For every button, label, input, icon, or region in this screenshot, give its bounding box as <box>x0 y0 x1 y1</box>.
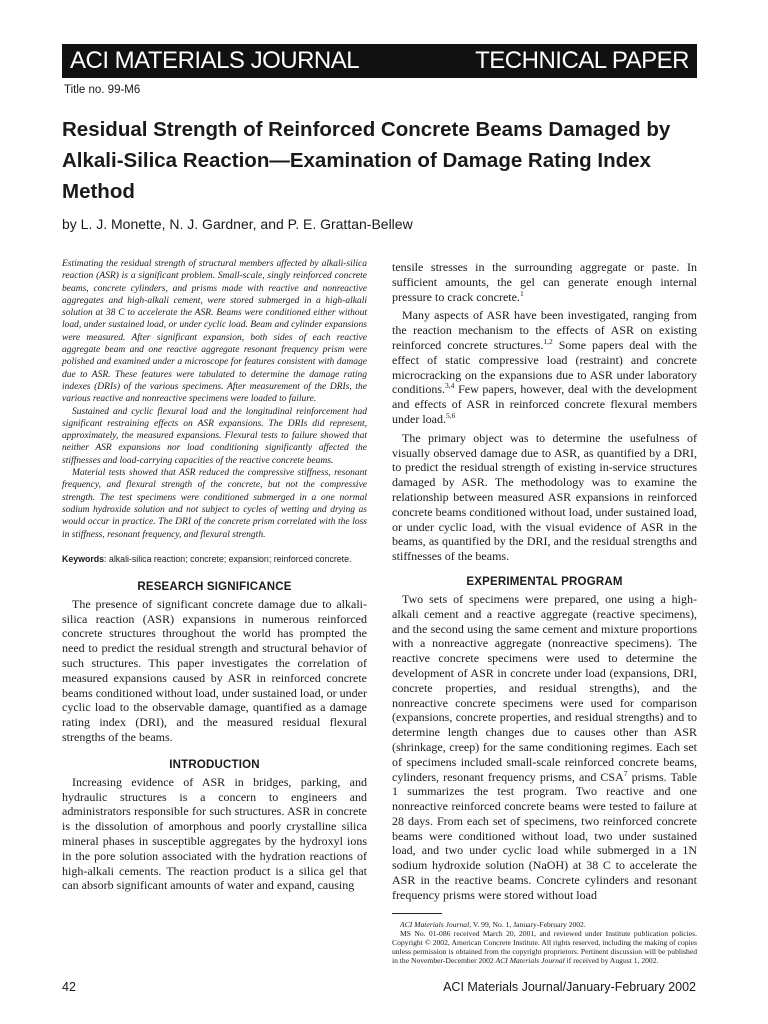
keywords <box>62 553 367 565</box>
journal-banner <box>62 44 697 78</box>
body-paragraph <box>392 308 697 426</box>
paragraph-text: Few papers, however, deal with the development and effects of ASR in reinforced concrete flexural members under load. <box>392 382 697 426</box>
reference-marker: 5,6 <box>445 410 456 420</box>
reference-marker: 7 <box>623 768 628 778</box>
journal-name: ACI MATERIALS JOURNAL <box>70 47 360 74</box>
journal-issue-footer: ACI Materials Journal/January-February 2002 <box>443 980 696 994</box>
paragraph-text: prisms. Table 1 summarizes the test program. Two reactive and one nonreactive reinforced concrete beams were tested to failure at 28 days. From each set of specimens, two reinforced concrete beams were conditioned without load, two under sustained load, and two under cyclic load while submerged in a 1N sodium hydroxide solution (NaOH) at 38 C to accelerate the ASR in the reactive beams. Concrete cylinders and resonant frequency prisms were stored without load <box>392 769 697 902</box>
body-paragraph: Increasing evidence of ASR in bridges, parking, and hydraulic structures is a concern to engineers and administrators responsible for such structures. ASR in concrete is the dissolution of amorphous and poorly crystalline silica mineral phases in susceptible aggregates by the hydroxyl ions in the pore solution associated with the hydration reactions of high-alkali cements. The reaction product is a silica gel that can absorb significant amounts of water and expand, causing <box>62 774 367 893</box>
keywords-label: Keywords <box>62 553 105 564</box>
section-heading: RESEARCH SIGNIFICANCE <box>137 580 292 593</box>
abstract <box>62 258 367 541</box>
section-heading: EXPERIMENTAL PROGRAM <box>466 575 623 588</box>
reference-marker: 1,2 <box>543 336 553 346</box>
keywords-text: : alkali-silica reaction; concrete; expansion; reinforced concrete. <box>104 553 352 564</box>
introduction-continued <box>392 260 697 564</box>
body-paragraph: The presence of significant concrete damage due to alkali-silica reaction (ASR) expansions in numerous reinforced concrete structures throughout the world has prompted the need to predict the residual strength and structural behavior of such structures. This paper investigates the correlation of measured expansions caused by ASR in reinforced concrete beams conditioned without load, under sustained load, or under cyclic load to the observable damage, quantified as a damage rating index (DRI), and the measured residual flexural strengths of the beams. <box>62 596 367 744</box>
footnote-journal <box>392 920 697 929</box>
paragraph-text: tensile stresses in the surrounding aggregate or paste. In sufficient amounts, the gel can generate enough internal pressure to crack concrete. <box>392 260 697 304</box>
footnote-text: , V. 99, No. 1, January-February 2002. <box>469 919 586 929</box>
abstract-paragraph: Sustained and cyclic flexural load and the longitudinal reinforcement had significant restraining effects on ASR expansions. The DRIs did represent, approximately, the measured expansions. Flexural tests to failure showed that neither ASR expansions nor load conditioning significantly affected the stiffnesses and load-carrying capacities of the reactive concrete beams. <box>62 406 367 466</box>
footnote-divider <box>392 913 442 914</box>
journal-italic: ACI Materials Journal <box>400 919 470 929</box>
abstract-paragraph: Material tests showed that ASR reduced the compressive stiffness, resonant frequency, and flexural strength of the concrete, but not the compressive strength. The test specimens were conditioned submerged in a one normal sodium hydroxide solution and not subject to cycles of wetting and drying as would occur in practice. The DRI of the concrete prism correlated with the loss in stiffness, resonant frequency, and flexural strength. <box>62 468 367 540</box>
footnote-copyright <box>392 929 697 966</box>
journal-italic: ACI Materials Journal <box>495 956 565 966</box>
section-heading: INTRODUCTION <box>169 758 260 771</box>
research-significance-section <box>62 581 367 745</box>
paragraph-text: Two sets of specimens were prepared, one using a high-alkali cement and a reactive aggregate (reactive specimens), and the second using the same cement and mixture proportions with a nonreactive aggregate (nonreactive specimens). The reactive concrete specimens were used to determine the development of ASR in concrete under load (expansions, DRI, concrete properties, and residual strengths), and the nonreactive concrete specimens were used for comparison (expansions, concrete properties, and residual strengths) and to determine length changes due to causes other than ASR (shrinkage, creep) for the same conditioning regimes. Each set of specimens included small-scale reinforced concrete beams, cylinders, resonant frequency prisms, and CSA <box>392 591 697 784</box>
left-column <box>62 258 367 893</box>
reference-marker: 1 <box>519 288 524 298</box>
paragraph-text: Some papers deal with the effect of static compressive load (restraint) and concrete microcracking on the expansions due to ASR under laboratory conditions. <box>392 337 697 397</box>
page-number: 42 <box>62 980 76 994</box>
title-number: Title no. 99-M6 <box>64 84 141 96</box>
introduction-section <box>62 759 367 893</box>
paper-type: TECHNICAL PAPER <box>475 47 689 74</box>
body-paragraph <box>392 592 697 903</box>
reference-marker: 3,4 <box>445 381 455 391</box>
paper-title: Residual Strength of Reinforced Concrete Beams Damaged by Alkali-Silica Reaction—Examination of Damage Rating Index Method <box>62 118 671 203</box>
author-byline: by L. J. Monette, N. J. Gardner, and P. E. Grattan-Bellew <box>62 216 413 232</box>
paragraph-text: Many aspects of ASR have been investigated, ranging from the reaction mechanism to the effects of ASR on existing reinforced concrete structures. <box>392 308 697 352</box>
body-paragraph <box>392 260 697 304</box>
footnote-text: if received by August 1, 2002. <box>564 956 659 966</box>
footnote-text: MS No. 01-086 received March 20, 2001, and reviewed under Institute publication policies. Copyright © 2002, American Concrete Institute. All rights reserved, including the making of copies unless permission is obtained from the copyright proprietors. Pertinent discussion will be published in the November-December 2002 <box>392 928 697 966</box>
body-paragraph: The primary object was to determine the usefulness of visually observed damage due to ASR, as quantified by a DRI, to predict the residual strength of existing in-service structures damaged by ASR. The methodology was to examine the relationship between measured ASR expansions in reinforced concrete beams conditioned without load, under sustained load, or under cyclic load, with the visual evidence of ASR in the beams, as quantified by the DRI, and the residual strengths and stiffnesses of the beams. <box>392 430 697 564</box>
right-column <box>392 260 697 966</box>
experimental-program-section <box>392 576 697 903</box>
abstract-paragraph: Estimating the residual strength of structural members affected by alkali-silica reaction (ASR) is a significant problem. Small-scale, singly reinforced concrete beams, concrete cylinders, and prisms made with reactive and nonreactive aggregates and high-alkali cement, were stored submerged in a high-alkali solution at 38 C to accelerate the ASR. Beams were conditioned either without load, under sustained load, or under cyclic load. Beam and cylinder expansions were measured. After significant expansion, both sides of each reactive aggregate beam and one reactive aggregate resonant frequency prism were polished and examined under a microscope for features consistent with damage due to ASR. These features were tabulated to determine the damage rating indexes (DRIs) of the various specimens. After measurement of the DRIs, the various reactive and nonreactive specimens were loaded to failure. <box>62 259 367 405</box>
